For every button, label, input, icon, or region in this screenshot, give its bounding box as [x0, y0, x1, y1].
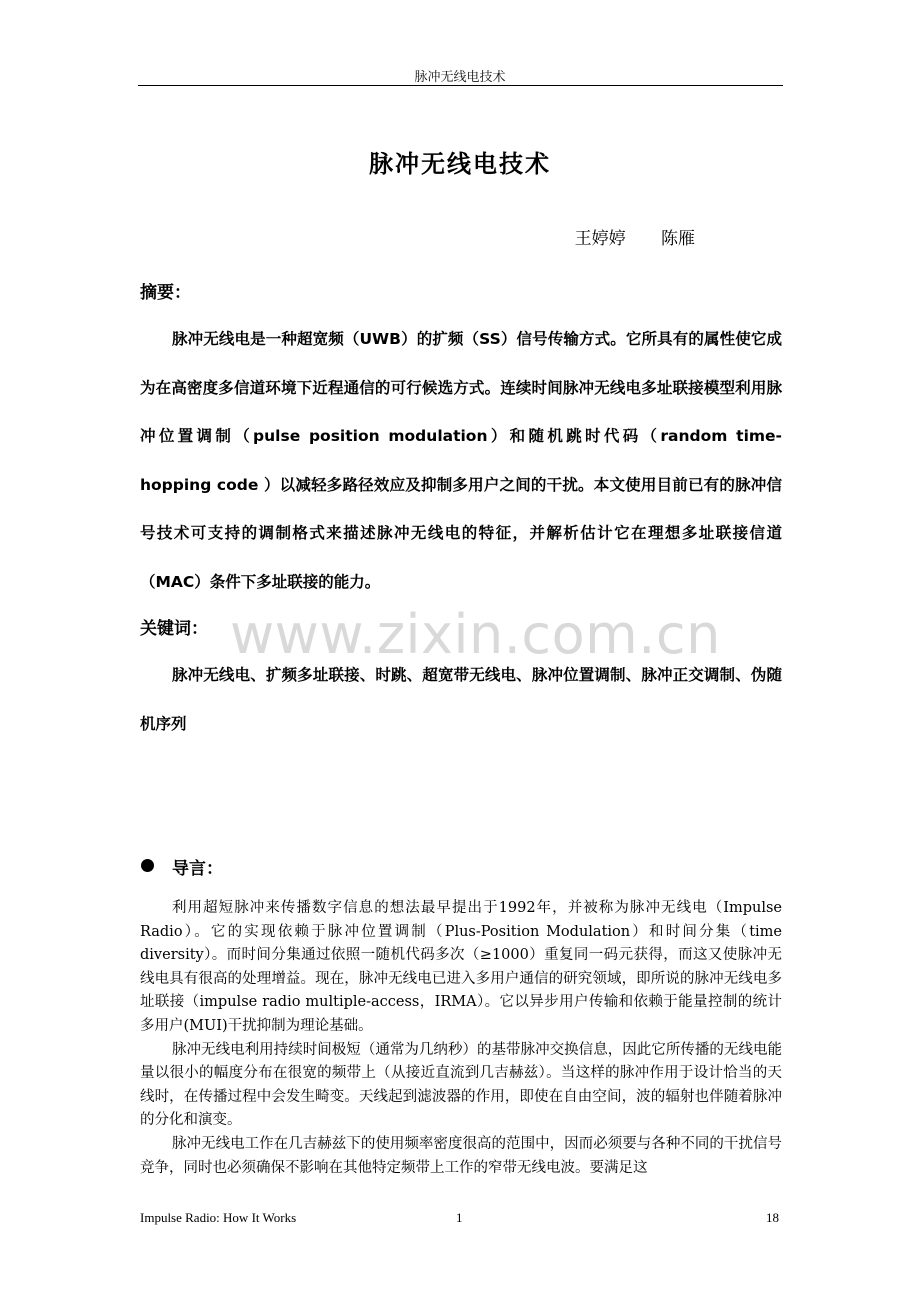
section-heading-intro: 导言：	[172, 859, 223, 879]
footer-left: Impulse Radio: How It Works	[140, 1210, 297, 1225]
running-header: 脉冲无线电技术	[414, 70, 506, 85]
body-paragraph: 脉冲无线电工作在几吉赫兹下的使用频率密度很高的范围中，因而必须要与各种不同的干扰信号竞争，同时也必须确保不影响在其他特定频带上工作的窄带无线电波。要满足这	[140, 1135, 782, 1176]
document-title: 脉冲无线电技术	[369, 150, 551, 178]
author-list	[575, 224, 695, 249]
abstract-text: 脉冲无线电是一种超宽频（UWB）的扩频（SS）信号传输方式。它所具有的属性使它成为在高密度多信道环境下近程通信的可行候选方式。连续时间脉冲无线电多址联接模型利用脉冲位置调制（pulse position modulation）和随机跳时代码（random time-hopping code ）以减轻多路径效应及抑制多用户之间的干扰。本文使用目前已有的脉冲信号技术可支持的调制格式来描述脉冲无线电的特征，并解析估计它在理想多址联接信道（MAC）条件下多址联接的能力。	[140, 330, 782, 591]
bullet-icon	[141, 859, 154, 872]
body-paragraph: 脉冲无线电利用持续时间极短（通常为几纳秒）的基带脉冲交换信息，因此它所传播的无线电能量以很小的幅度分布在很宽的频带上（从接近直流到几吉赫兹）。当这样的脉冲作用于设计恰当的天线时，在传播过程中会发生畸变。天线起到滤波器的作用，即使在自由空间，波的辐射也伴随着脉冲的分化和演变。	[140, 1041, 782, 1129]
author-name: 王婷婷	[574, 229, 626, 249]
keywords-label: 关键词：	[140, 619, 208, 639]
body-paragraph: 利用超短脉冲来传播数字信息的想法最早提出于1992年，并被称为脉冲无线电（Impulse Radio）。它的实现依赖于脉冲位置调制（Plus-Position Modulation）和时间分集（time diversity）。而时间分集通过依照一随机代码多次（≥1000）重复同一码元获得，而这又使脉冲无线电具有很高的处理增益。现在，脉冲无线电已进入多用户通信的研究领域，即所说的脉冲无线电多址联接（impulse radio multiple-access，IRMA）。它以异步用户传输和依赖于能量控制的统计多用户(MUI)干扰抑制为理论基础。	[140, 900, 782, 1034]
header-divider	[138, 85, 783, 86]
author-name: 陈雁	[661, 229, 695, 249]
keywords-text: 脉冲无线电、扩频多址联接、时跳、超宽带无线电、脉冲位置调制、脉冲正交调制、伪随机序列	[140, 666, 782, 733]
watermark: www.zixin.com.cn	[230, 603, 721, 666]
intro-body	[140, 897, 782, 1180]
abstract-label: 摘要：	[140, 283, 191, 303]
footer-right: 18	[766, 1210, 779, 1225]
page-number: 1	[456, 1210, 463, 1225]
